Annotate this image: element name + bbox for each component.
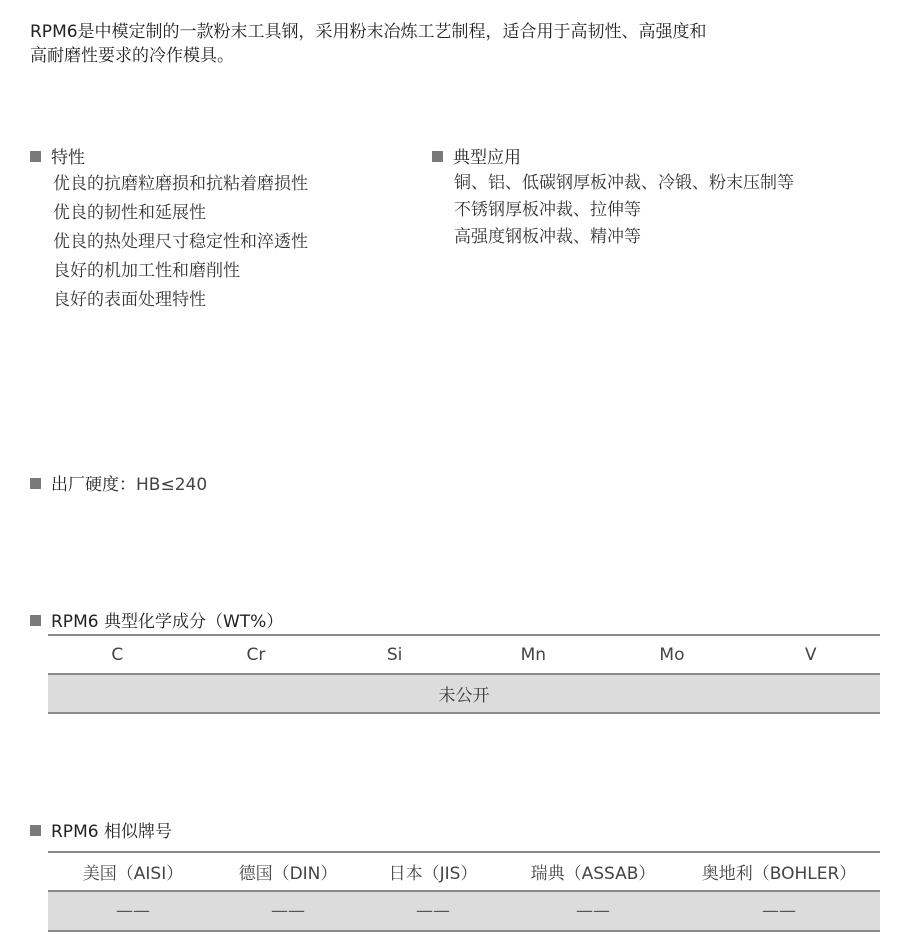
properties-title: 特性 [51, 148, 85, 168]
column-header: 美国（AISI） [48, 852, 218, 891]
column-header: 奥地利（BOHLER） [678, 852, 880, 891]
hardness-line [30, 470, 207, 495]
properties-list [53, 170, 308, 315]
column-header: Si [325, 635, 464, 674]
applications-list [454, 170, 794, 251]
similar-grades-title: RPM6 相似牌号 [51, 822, 172, 842]
chemistry-heading [30, 607, 283, 632]
column-header: V [741, 635, 880, 674]
table-cell: —— [48, 891, 218, 931]
similar-grades-table [48, 851, 880, 932]
applications-section [432, 143, 794, 251]
list-item: 不锈钢厚板冲裁、拉伸等 [454, 200, 641, 220]
table-cell: —— [358, 891, 508, 931]
table-header-row [48, 852, 880, 891]
applications-heading [432, 143, 794, 168]
square-bullet-icon [30, 825, 41, 836]
intro-paragraph [30, 20, 890, 68]
column-header: Cr [187, 635, 326, 674]
column-header: Mn [464, 635, 603, 674]
table-row [48, 891, 880, 931]
similar-grades-heading [30, 817, 172, 842]
table-header-row [48, 635, 880, 674]
table-cell: —— [218, 891, 358, 931]
column-header: Mo [603, 635, 742, 674]
chemistry-table [48, 634, 880, 714]
intro-line-2: 高耐磨性要求的冷作模具。 [30, 46, 234, 66]
list-item: 高强度钢板冲裁、精冲等 [454, 227, 641, 247]
square-bullet-icon [30, 151, 41, 162]
chemistry-title: RPM6 典型化学成分（WT%） [51, 612, 284, 632]
list-item: 良好的表面处理特性 [53, 290, 206, 310]
list-item: 铜、铝、低碳钢厚板冲裁、冷锻、粉末压制等 [454, 173, 794, 193]
list-item: 良好的机加工性和磨削性 [53, 261, 240, 281]
table-cell: —— [678, 891, 880, 931]
table-cell: 未公开 [48, 674, 880, 713]
list-item: 优良的韧性和延展性 [53, 203, 206, 223]
hardness-value: HB≤240 [136, 475, 208, 495]
list-item: 优良的抗磨粒磨损和抗粘着磨损性 [53, 174, 308, 194]
column-header: 德国（DIN） [218, 852, 358, 891]
properties-section [30, 143, 308, 315]
column-header: C [48, 635, 187, 674]
square-bullet-icon [30, 615, 41, 626]
column-header: 瑞典（ASSAB） [508, 852, 678, 891]
square-bullet-icon [30, 478, 41, 489]
applications-title: 典型应用 [453, 148, 521, 168]
table-row [48, 674, 880, 713]
list-item: 优良的热处理尺寸稳定性和淬透性 [53, 232, 308, 252]
properties-heading [30, 143, 308, 168]
square-bullet-icon [432, 151, 443, 162]
hardness-label: 出厂硬度： [51, 475, 136, 495]
intro-line-1: RPM6是中模定制的一款粉末工具钢，采用粉末冶炼工艺制程，适合用于高韧性、高强度和 [30, 22, 707, 42]
table-cell: —— [508, 891, 678, 931]
column-header: 日本（JIS） [358, 852, 508, 891]
